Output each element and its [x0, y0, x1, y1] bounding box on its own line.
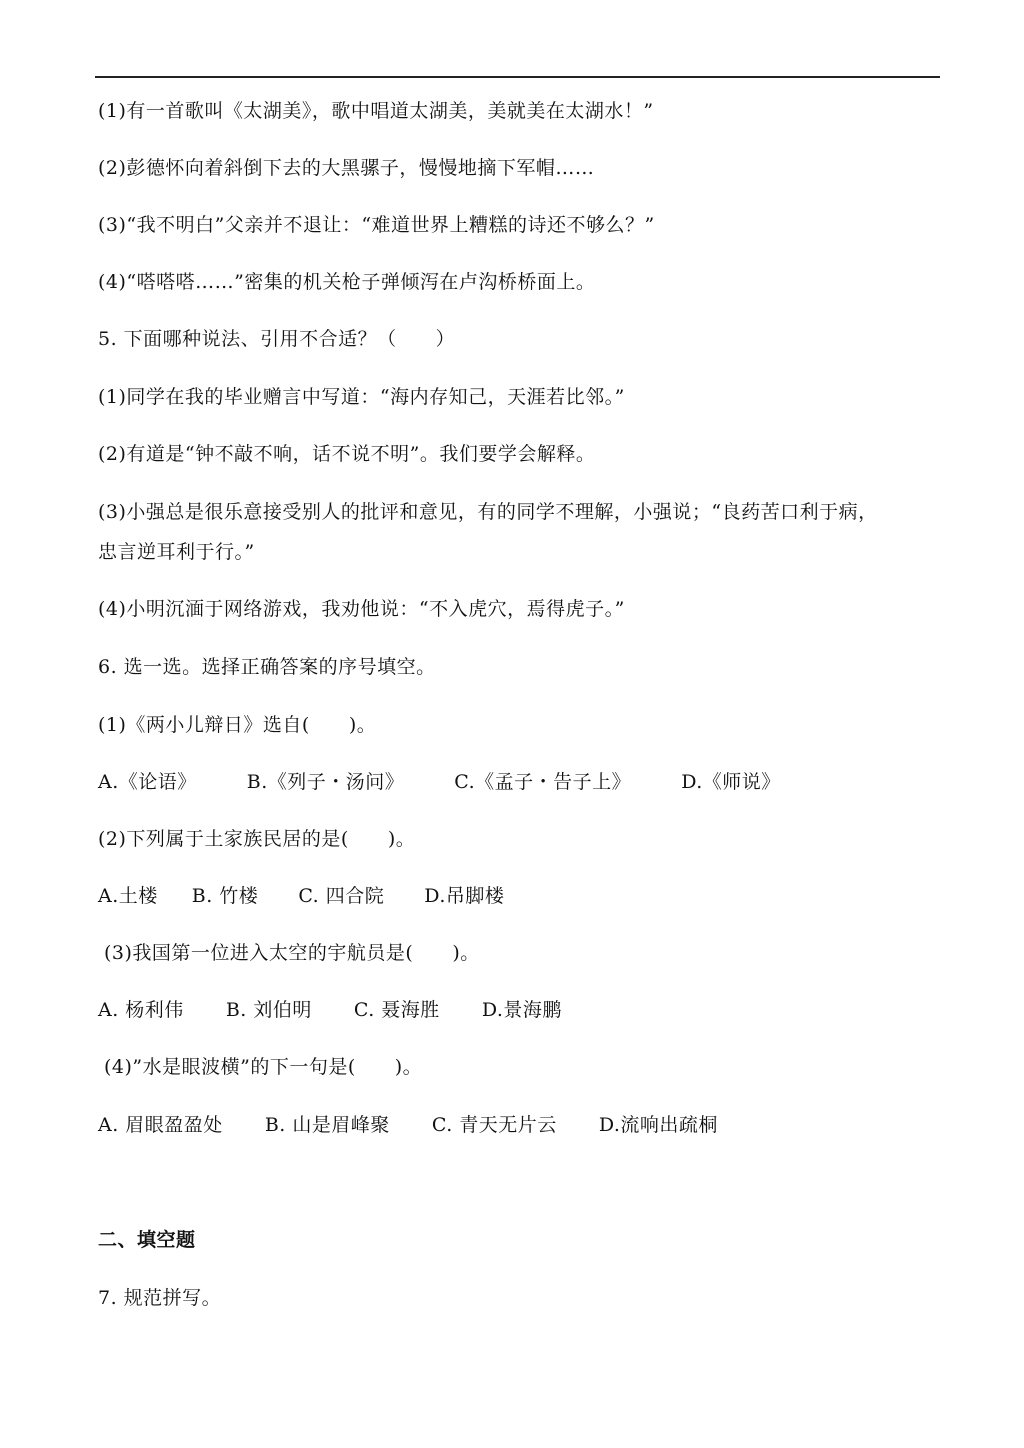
- option-a: A. 眉眼盈盈处: [98, 1114, 223, 1136]
- q4-item-2: (2)彭德怀向着斜倒下去的大黑骡子，慢慢地摘下军帽……: [98, 157, 595, 179]
- q6-stem: 6. 选一选。选择正确答案的序号填空。: [98, 656, 436, 678]
- option-a: A. 杨利伟: [98, 999, 184, 1021]
- q6-options-1: [98, 770, 823, 794]
- q4-item-1: (1)有一首歌叫《太湖美》，歌中唱道太湖美，美就美在太湖水！”: [98, 100, 654, 122]
- q5-item-3-cont: 忠言逆耳利于行。”: [98, 541, 255, 563]
- option-c: C.《孟子・告子上》: [454, 771, 632, 793]
- q4-item-3: (3)“我不明白”父亲并不退让：“难道世界上糟糕的诗还不够么？”: [98, 214, 655, 236]
- q6-sub-4: (4)”水是眼波横”的下一句是( )。: [104, 1056, 423, 1078]
- option-b: B. 竹楼: [191, 885, 259, 907]
- section-title: 二、填空题: [98, 1229, 196, 1251]
- q5-item-3: (3)小强总是很乐意接受别人的批评和意见，有的同学不理解，小强说；“良药苦口利于病，: [98, 501, 878, 523]
- q5-item-4: (4)小明沉湎于网络游戏，我劝他说：“不入虎穴，焉得虎子。”: [98, 598, 625, 620]
- option-c: C. 青天无片云: [431, 1114, 557, 1136]
- option-c: C. 聂海胜: [353, 999, 440, 1021]
- q5-stem: 5. 下面哪种说法、引用不合适？（ ）: [98, 328, 456, 350]
- q7-stem: 7. 规范拼写。: [98, 1287, 222, 1309]
- q6-sub-3: (3)我国第一位进入太空的宇航员是( )。: [104, 942, 480, 964]
- q6-options-3: [98, 998, 604, 1022]
- option-d: D.吊脚楼: [424, 885, 505, 907]
- option-a: A.土楼: [98, 885, 158, 907]
- option-d: D.《师说》: [681, 771, 781, 793]
- option-c: C. 四合院: [298, 885, 385, 907]
- q6-sub-2: (2)下列属于土家族民居的是( )。: [98, 828, 416, 850]
- header-rule: [95, 76, 940, 78]
- q6-options-4: [98, 1113, 760, 1137]
- option-d: D.景海鹏: [481, 999, 562, 1021]
- q4-item-4: (4)“嗒嗒嗒……”密集的机关枪子弹倾泻在卢沟桥桥面上。: [98, 271, 596, 293]
- option-b: B. 刘伯明: [225, 999, 312, 1021]
- option-a: A.《论语》: [98, 771, 197, 793]
- q6-options-2: [98, 884, 546, 908]
- option-b: B.《列子・汤问》: [246, 771, 405, 793]
- q5-item-2: (2)有道是“钟不敲不响，话不说不明”。我们要学会解释。: [98, 443, 596, 465]
- option-b: B. 山是眉峰聚: [264, 1114, 390, 1136]
- option-d: D.流响出疏桐: [598, 1114, 718, 1136]
- q5-item-1: (1)同学在我的毕业赠言中写道：“海内存知己，天涯若比邻。”: [98, 386, 625, 408]
- q6-sub-1: (1)《两小儿辩日》选自( )。: [98, 714, 377, 736]
